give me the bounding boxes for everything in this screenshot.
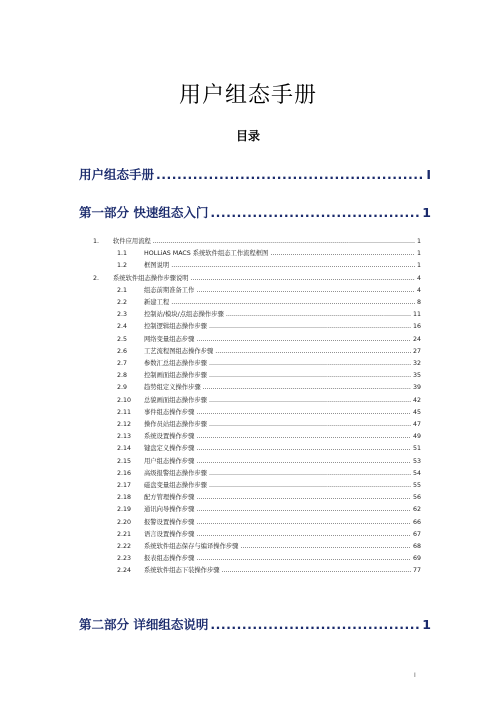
toc-section-number: 2.10 <box>117 396 132 404</box>
toc-section-page: 39 <box>412 384 421 392</box>
toc-section-page: 67 <box>412 530 421 538</box>
toc-section-label: 组态前期准备工作 <box>144 286 195 294</box>
toc-section-label: 新建工程 <box>144 299 170 306</box>
toc-section-entry[interactable] <box>117 529 421 538</box>
toc-section-entry[interactable] <box>117 395 421 404</box>
toc-leader <box>153 238 415 245</box>
toc-entry-label: 第二部分 详细组态说明 <box>79 617 209 632</box>
toc-section-page: 35 <box>412 372 421 380</box>
toc-section-entry[interactable] <box>117 443 421 452</box>
toc-section-number: 2.16 <box>117 469 132 477</box>
toc-entry-page: 1 <box>422 205 431 220</box>
toc-leader <box>156 167 424 182</box>
toc-section-entry[interactable] <box>117 260 421 269</box>
toc-section-number: 2.23 <box>117 555 132 563</box>
toc-leader <box>209 372 411 379</box>
toc-section-entry[interactable] <box>117 334 421 343</box>
toc-leader <box>270 250 415 257</box>
toc-section-page: 69 <box>412 555 421 563</box>
toc-entry-label: 第一部分 快速组态入门 <box>79 205 209 220</box>
toc-leader <box>196 336 411 343</box>
toc-leader <box>196 287 415 294</box>
toc-section-label: 系统软件组态保存与编译操作步骤 <box>144 543 239 550</box>
toc-section-label: HOLLiAS MACS 系统软件组态工作流程框图 <box>144 250 269 258</box>
toc-section-entry[interactable] <box>117 248 421 257</box>
toc-section-entry[interactable] <box>117 468 421 477</box>
toc-leader <box>196 433 411 440</box>
toc-leader <box>209 323 411 330</box>
toc-section-entry[interactable] <box>117 407 421 416</box>
toc-section-page: 68 <box>412 543 421 550</box>
toc-section-entry[interactable] <box>117 285 421 294</box>
toc-section-entry[interactable] <box>93 273 421 282</box>
toc-section-page: 62 <box>412 506 421 514</box>
toc-section-number: 2.2 <box>117 299 128 306</box>
toc-section-number: 1.2 <box>117 262 128 270</box>
toc-leader <box>209 360 411 367</box>
toc-section-label: 参数汇总组态操作步骤 <box>144 360 207 367</box>
toc-entry-label: 用户组态手册 <box>79 167 155 182</box>
toc-section-page: 77 <box>412 567 421 575</box>
toc-section-page: 54 <box>412 469 421 477</box>
toc-section-number: 2.19 <box>117 506 132 514</box>
toc-section-page: 42 <box>412 396 421 404</box>
toc-section-number: 2.17 <box>117 482 132 489</box>
toc-section-entry[interactable] <box>117 456 421 465</box>
toc-section-label: 总貌画面组态操作步骤 <box>144 396 207 404</box>
toc-section-entry[interactable] <box>117 565 421 574</box>
toc-section-label: 用户组态操作步骤 <box>144 457 195 465</box>
toc-leader <box>196 458 411 465</box>
toc-section-entry[interactable] <box>117 431 421 440</box>
toc-section-page: 32 <box>412 360 421 367</box>
toc-section-number: 2.7 <box>117 360 128 367</box>
toc-leader <box>191 275 415 282</box>
toc-entry-part1[interactable] <box>79 203 431 221</box>
toc-leader <box>196 494 411 501</box>
toc-section-page: 1 <box>416 238 421 245</box>
toc-section-page: 66 <box>412 518 421 526</box>
toc-section-label: 控制站/模块/点组态操作步骤 <box>144 311 224 319</box>
toc-section-label: 语言设置操作步骤 <box>144 530 195 538</box>
toc-section-number: 2.12 <box>117 421 132 428</box>
toc-section-entry[interactable] <box>93 236 421 245</box>
toc-section-label: 趋势组定义操作步骤 <box>144 384 201 392</box>
toc-entry-page: I <box>426 167 431 182</box>
toc-section-entry[interactable] <box>117 321 421 330</box>
toc-leader <box>240 543 411 550</box>
toc-section-page: 24 <box>412 335 421 343</box>
toc-section-page: 4 <box>416 286 421 294</box>
toc-section-number: 2.15 <box>117 457 132 465</box>
toc-section-number: 2.3 <box>117 311 128 319</box>
toc-leader <box>171 299 415 306</box>
toc-leader <box>196 531 411 538</box>
toc-section-number: 2.4 <box>117 323 128 331</box>
toc-section-label: 高级报警组态操作步骤 <box>144 469 207 477</box>
toc-entry-manual[interactable] <box>79 165 431 183</box>
toc-section-label: 事件组态操作步骤 <box>144 408 195 416</box>
toc-section-number: 2.11 <box>117 408 132 416</box>
toc-section-number: 2.6 <box>117 347 128 355</box>
toc-leader <box>209 482 411 489</box>
toc-leader <box>210 205 420 220</box>
toc-entry-part2[interactable] <box>79 615 431 633</box>
toc-section-label: 软件应用流程 <box>113 238 151 245</box>
toc-section-number: 2.22 <box>117 543 132 550</box>
toc-section-label: 磁盘变量组态操作步骤 <box>144 482 207 489</box>
toc-section-entry[interactable] <box>117 504 421 513</box>
toc-section-page: 4 <box>416 274 421 282</box>
toc-section-number: 2.9 <box>117 384 128 392</box>
toc-section-number: 2.21 <box>117 530 132 538</box>
toc-section-page: 27 <box>412 347 421 355</box>
toc-section-entry[interactable] <box>117 419 421 428</box>
toc-section-label: 系统软件组态操作步骤说明 <box>113 274 189 282</box>
toc-section-entry[interactable] <box>117 346 421 355</box>
toc-section-number: 2.24 <box>117 567 132 575</box>
toc-heading: 目录 <box>235 129 260 143</box>
toc-leader <box>222 567 411 574</box>
toc-section-label: 控制画面组态操作步骤 <box>144 372 207 380</box>
toc-section-page: 49 <box>412 433 421 441</box>
toc-section-entry[interactable] <box>117 309 421 318</box>
toc-section-number: 2.13 <box>117 433 132 441</box>
toc-section-page: 16 <box>412 323 421 331</box>
toc-leader <box>209 421 411 428</box>
toc-leader <box>196 445 411 452</box>
toc-leader <box>210 617 420 632</box>
toc-section-page: 45 <box>412 408 421 416</box>
toc-section-page: 1 <box>416 250 421 258</box>
toc-section-entry[interactable] <box>117 480 421 489</box>
toc-section-label: 系统设置操作步骤 <box>144 433 195 441</box>
toc-section-number: 2.1 <box>117 286 128 294</box>
toc-section-entry[interactable] <box>117 541 421 550</box>
toc-leader <box>196 519 411 526</box>
toc-leader <box>215 348 411 355</box>
toc-section-label: 框图说明 <box>144 262 170 270</box>
toc-section-label: 系统软件组态下装操作步骤 <box>144 567 220 575</box>
toc-section-label: 通讯向导操作步骤 <box>144 506 195 514</box>
toc-section-number: 2.8 <box>117 372 128 380</box>
toc-section-page: 11 <box>412 311 421 319</box>
toc-section-label: 报表组态操作步骤 <box>144 555 195 563</box>
toc-section-page: 1 <box>416 262 421 270</box>
toc-entry-page: 1 <box>422 617 431 632</box>
toc-section-label: 网络变量组态步骤 <box>144 335 195 343</box>
toc-section-entry[interactable] <box>117 517 421 526</box>
toc-section-entry[interactable] <box>117 492 421 501</box>
toc-leader <box>196 555 411 562</box>
toc-leader <box>209 397 411 404</box>
toc-leader <box>196 409 411 416</box>
toc-section-page: 56 <box>412 494 421 502</box>
toc-section-entry[interactable] <box>117 297 421 306</box>
toc-section-entry[interactable] <box>117 370 421 379</box>
toc-section-page: 53 <box>412 457 421 465</box>
toc-section-page: 55 <box>412 482 421 489</box>
toc-section-label: 配方管理操作步骤 <box>144 494 195 502</box>
toc-section-number: 2.14 <box>117 445 132 453</box>
toc-section-label: 报警设置操作步骤 <box>144 518 195 526</box>
toc-section-label: 工艺流程图组态操作步骤 <box>144 347 214 355</box>
toc-section-number: 2.5 <box>117 335 128 343</box>
toc-section-entry[interactable] <box>117 382 421 391</box>
toc-section-page: 8 <box>416 299 421 306</box>
toc-section-number: 2.18 <box>117 494 132 502</box>
toc-leader <box>226 311 411 318</box>
document-title: 用户组态手册 <box>178 83 317 108</box>
toc-section-number: 2.20 <box>117 518 132 526</box>
toc-leader <box>209 470 411 477</box>
toc-section-number: 1.1 <box>117 250 128 258</box>
toc-leader <box>171 262 415 269</box>
toc-section-number: 2. <box>93 274 100 282</box>
page-number: I <box>414 672 416 679</box>
toc-section-label: 控制逻辑组态操作步骤 <box>144 323 207 331</box>
toc-section-entry[interactable] <box>117 358 421 367</box>
toc-section-label: 键盘定义操作步骤 <box>144 445 195 453</box>
toc-section-label: 操作员站组态操作步骤 <box>144 421 207 428</box>
toc-leader <box>196 506 411 513</box>
toc-section-entry[interactable] <box>117 553 421 562</box>
toc-leader <box>203 384 411 391</box>
toc-section-page: 47 <box>412 421 421 428</box>
toc-section-number: 1. <box>93 238 100 245</box>
toc-section-page: 51 <box>412 445 421 453</box>
